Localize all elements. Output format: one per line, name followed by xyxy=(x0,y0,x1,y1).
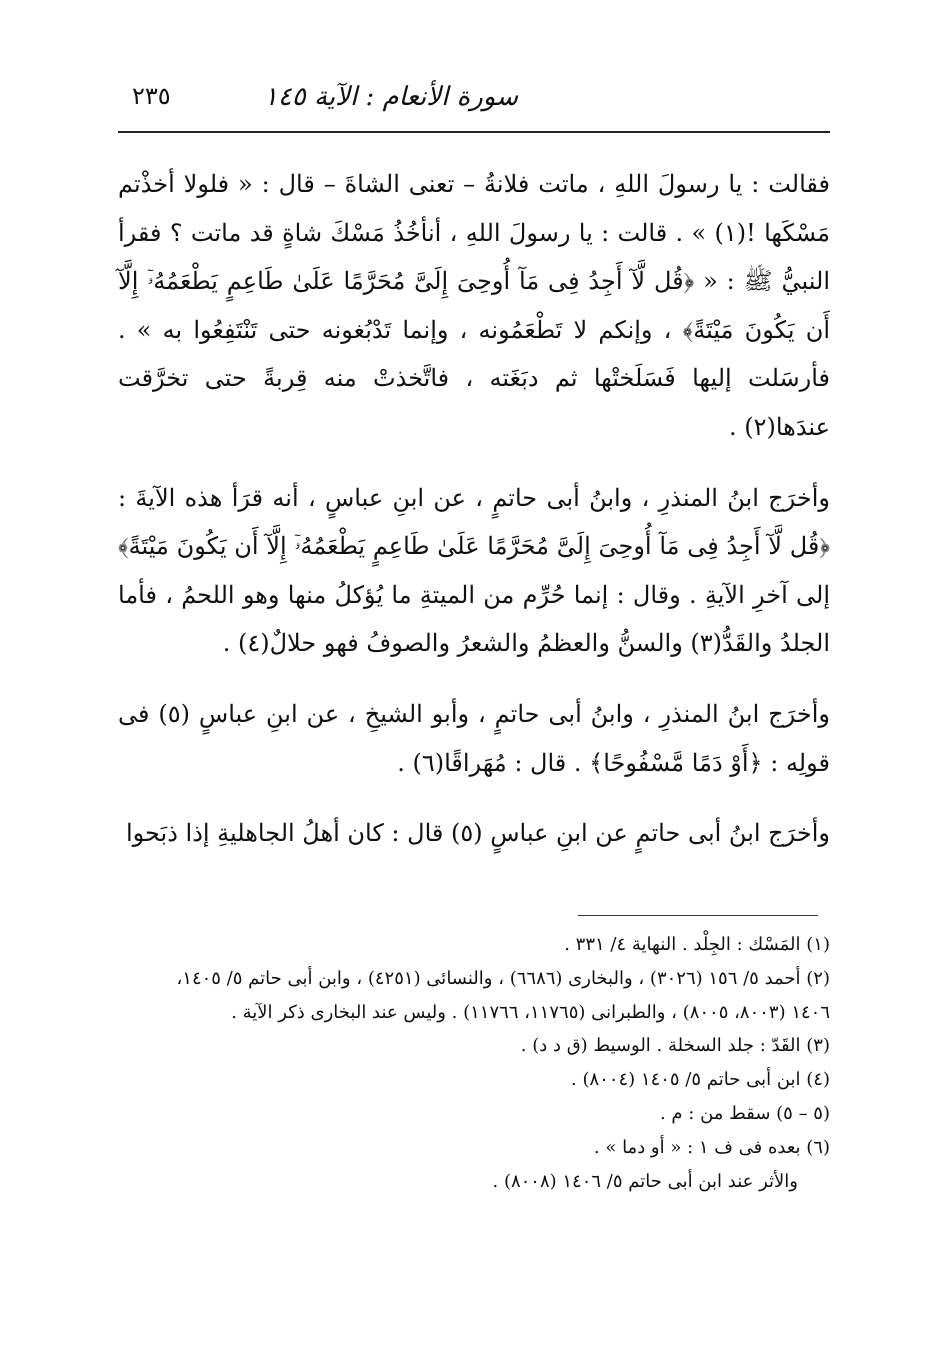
paragraph: فقالت : يا رسولَ اللهِ ، ماتت فلانةُ – تعنى الشاةَ – قال : « فلولا أخذْتم مَسْكَها !(١) » . قالت : يا رسولَ اللهِ ، أنأخُذُ مَسْكَ شاةٍ قد ماتت ؟ فقرأ النبيُّ ﷺ : « ﴿قُل لَّآ أَجِدُ فِى مَآ أُوحِىَ إِلَىَّ مُحَرَّمًا عَلَىٰ طَاعِمٍ يَطْعَمُهُۥٓ إِلَّآ أَن يَكُونَ مَيْتَةً﴾ ، وإنكم لا تَطْعَمُونه ، وإنما تَدْبُغونه حتى تَنْتَفِعُوا به » . فأرسَلت إليها فَسَلَختْها ثم دبَغَته ، فاتَّخذتْ منه قِربةً حتى تخرَّقت عندَها(٢) . xyxy=(118,170,830,441)
page-number: ٢٣٥ xyxy=(132,82,171,110)
paragraph: وأخرَج ابنُ المنذرِ ، وابنُ أبى حاتمٍ ، عن ابنِ عباسٍ ، أنه قرَأ هذه الآيةَ : ﴿قُل لَّآ أَجِدُ فِى مَآ أُوحِىَ إِلَىَّ مُحَرَّمًا عَلَىٰ طَاعِمٍ يَطْعَمُهُۥٓ إِلَّآ أَن يَكُونَ مَيْتَةً﴾ إلى آخرِ الآيةِ . وقال : إنما حُرِّم من الميتةِ ما يُؤكلُ منها وهو اللحمُ ، فأما الجلدُ والقَدُّ(٣) والسنُّ والعظمُ والشعرُ والصوفُ فهو حلالٌ(٤) . xyxy=(118,483,830,658)
footnote: (٥ – ٥) سقط من : م . xyxy=(659,1102,830,1124)
footnote: (٤) ابن أبى حاتم ٥/ ١٤٠٥ (٨٠٠٤) . xyxy=(571,1069,830,1091)
footnote-continuation: والأثر عند ابن أبى حاتم ٥/ ١٤٠٦ (٨٠٠٨) . xyxy=(492,1170,798,1192)
footnote: (١) المَسْك : الجِلْد . النهاية ٤/ ٣٣١ . xyxy=(564,934,830,955)
paragraph: وأخرَج ابنُ المنذرِ ، وابنُ أبى حاتمٍ ، وأبو الشيخِ ، عن ابنِ عباسٍ (٥) فى قولِه : ﴿أَوْ دَمًا مَّسْفُوحًا﴾ . قال : مُهَراقًا(٦) . xyxy=(118,699,831,777)
header-divider xyxy=(118,131,830,133)
footnote-divider xyxy=(578,915,818,916)
main-text xyxy=(118,160,830,858)
footnote: (٣) القَدّ : جلد السخلة . الوسيط (ق د د) . xyxy=(520,1035,830,1057)
footnote-continuation: ١٤٠٦ (٨٠٠٣، ٨٠٠٥) ، والطبرانى (١١٧٦٥، ١١٧٦٦) . وليس عند البخارى ذكر الآية . xyxy=(231,1001,830,1023)
paragraph: وأخرَج ابنُ أبى حاتمٍ عن ابنِ عباسٍ (٥) قال : كان أهلُ الجاهليةِ إذا ذبَحوا xyxy=(125,819,830,848)
page-header xyxy=(118,78,828,130)
footnotes xyxy=(118,928,830,1198)
running-title: سورة الأنعام : الآية ١٤٥ xyxy=(263,82,518,112)
footnote: (٦) بعده فى ف ١ : « أو دما » . xyxy=(593,1136,830,1158)
footnote: (٢) أحمد ٥/ ١٥٦ (٣٠٢٦) ، والبخارى (٦٦٨٦) ، والنسائى (٤٢٥١) ، وابن أبى حاتم ٥/ ١٤٠٥، xyxy=(176,967,830,989)
